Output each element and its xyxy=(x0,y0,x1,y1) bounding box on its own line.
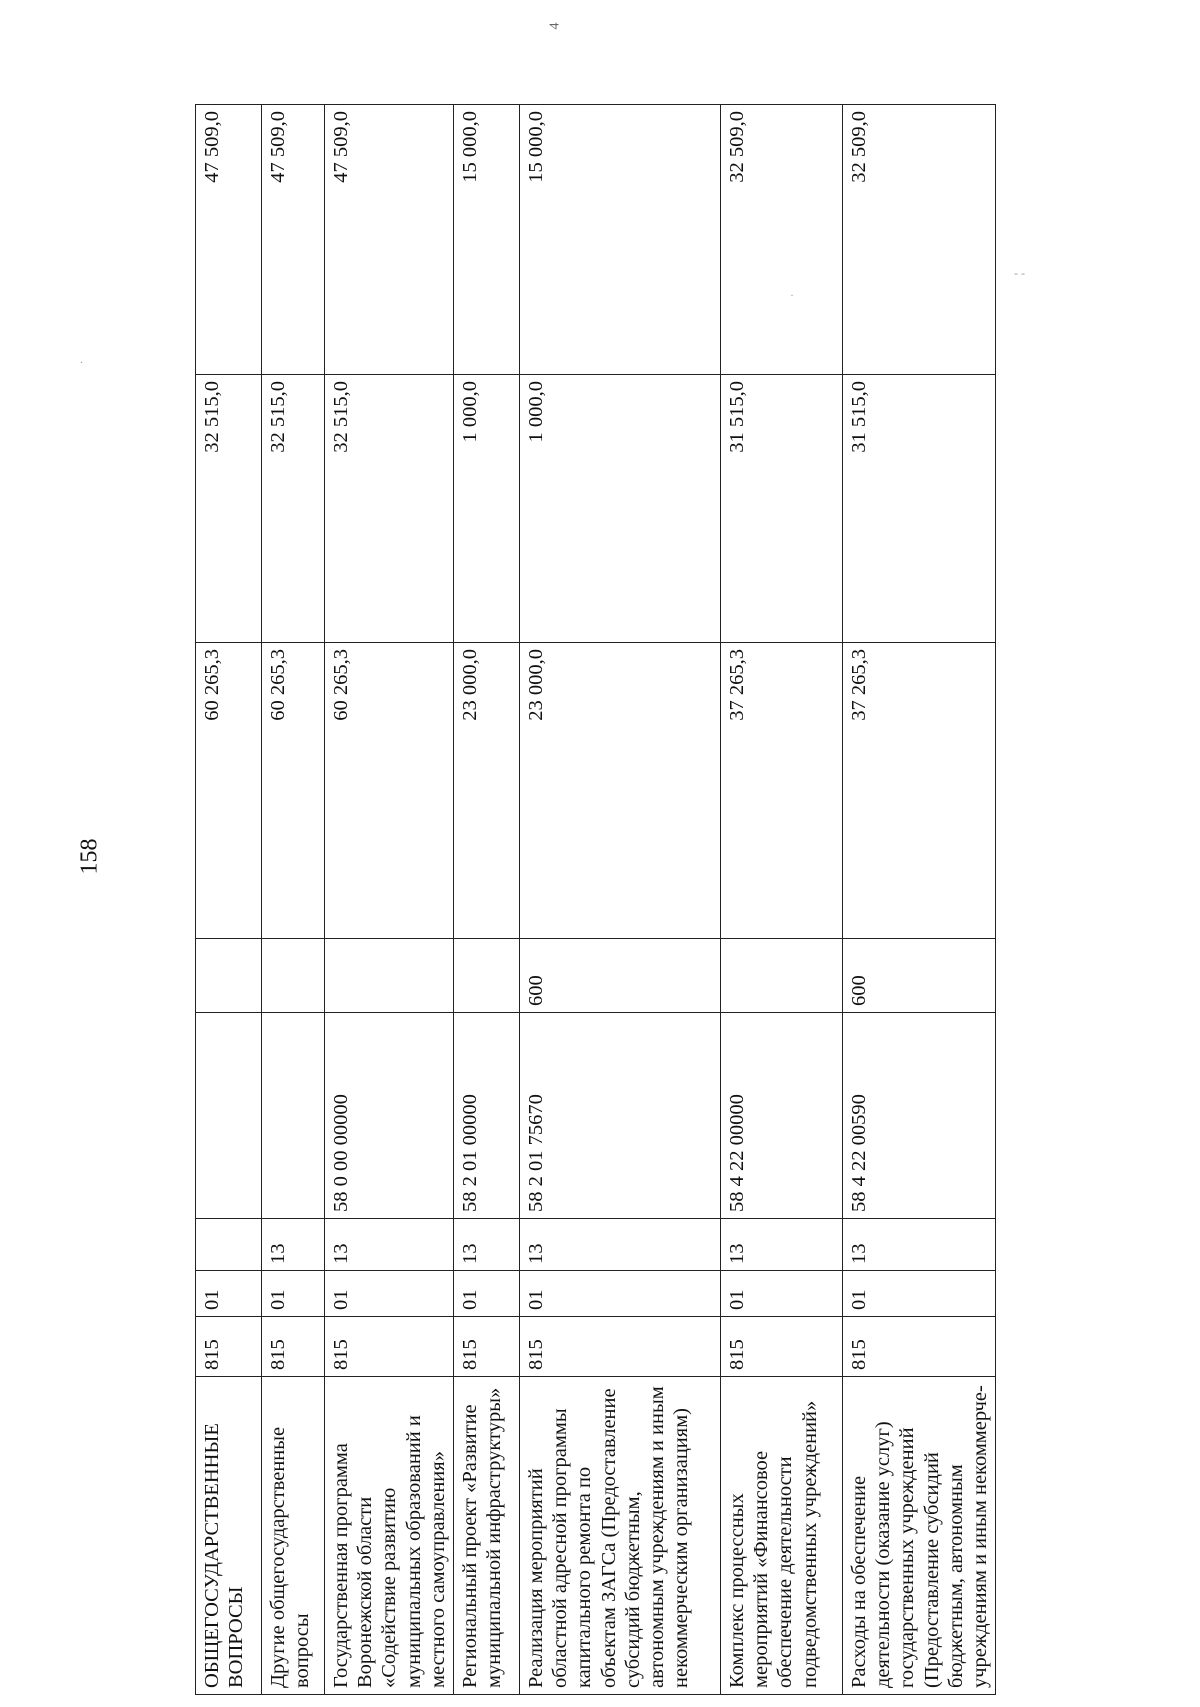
ministry-code-cell: 815 xyxy=(196,1317,262,1377)
target-article-cell: 58 4 22 00590 xyxy=(842,1013,995,1219)
subsection-code-cell: 13 xyxy=(325,1219,454,1271)
subsection-code-cell xyxy=(196,1219,262,1271)
expense-type-cell xyxy=(325,939,454,1013)
amount-year-3-cell: 47 509,0 xyxy=(196,105,262,375)
corner-mark: 4 xyxy=(547,22,563,30)
table-row xyxy=(519,105,720,1695)
ministry-code-cell: 815 xyxy=(262,1317,325,1377)
amount-year-1-cell: 23 000,0 xyxy=(519,643,720,939)
target-article-cell: 58 2 01 75670 xyxy=(519,1013,720,1219)
scan-speck: · xyxy=(790,288,794,302)
subsection-code-cell: 13 xyxy=(453,1219,519,1271)
amount-year-1-cell: 60 265,3 xyxy=(262,643,325,939)
subsection-code-cell: 13 xyxy=(262,1219,325,1271)
table-row xyxy=(325,105,454,1695)
section-code-cell: 01 xyxy=(519,1271,720,1317)
ministry-code-cell: 815 xyxy=(325,1317,454,1377)
row-name-cell: Региональный проект «Развитие муниципальной инфраструктуры» xyxy=(453,1377,519,1695)
section-code-cell: 01 xyxy=(842,1271,995,1317)
amount-year-2-cell: 31 515,0 xyxy=(720,375,842,643)
section-code-cell: 01 xyxy=(453,1271,519,1317)
scan-speck: . xyxy=(80,352,83,366)
amount-year-1-cell: 23 000,0 xyxy=(453,643,519,939)
expense-type-cell xyxy=(453,939,519,1013)
amount-year-2-cell: 32 515,0 xyxy=(196,375,262,643)
table-row xyxy=(196,105,262,1695)
subsection-code-cell: 13 xyxy=(842,1219,995,1271)
table-row xyxy=(262,105,325,1695)
amount-year-3-cell: 15 000,0 xyxy=(453,105,519,375)
table-row xyxy=(842,105,995,1695)
expense-type-cell xyxy=(262,939,325,1013)
table-body xyxy=(196,105,996,1695)
scan-speck: - - xyxy=(1014,266,1025,280)
amount-year-1-cell: 60 265,3 xyxy=(196,643,262,939)
rotated-table-stage xyxy=(195,105,1095,1695)
amount-year-2-cell: 1 000,0 xyxy=(453,375,519,643)
section-code-cell: 01 xyxy=(325,1271,454,1317)
row-name-cell: Государственная программа Воронежской области «Содействие развитию муниципальных образований и местного самоуправления» xyxy=(325,1377,454,1695)
section-code-cell: 01 xyxy=(262,1271,325,1317)
page-number: 158 xyxy=(76,838,103,875)
table-row xyxy=(453,105,519,1695)
amount-year-2-cell: 32 515,0 xyxy=(262,375,325,643)
amount-year-1-cell: 60 265,3 xyxy=(325,643,454,939)
amount-year-2-cell: 31 515,0 xyxy=(842,375,995,643)
target-article-cell: 58 4 22 00000 xyxy=(720,1013,842,1219)
row-name-cell: Расходы на обеспечение деятельности (оказание услуг) государственных учреждений (Предоставление субсидий бюджетным, автономным учреждениям и иным некоммерче- xyxy=(842,1377,995,1695)
target-article-cell xyxy=(262,1013,325,1219)
ministry-code-cell: 815 xyxy=(453,1317,519,1377)
subsection-code-cell: 13 xyxy=(720,1219,842,1271)
expense-type-cell: 600 xyxy=(519,939,720,1013)
section-code-cell: 01 xyxy=(720,1271,842,1317)
amount-year-1-cell: 37 265,3 xyxy=(720,643,842,939)
row-name-cell: Реализация мероприятий областной адресной программы капитального ремонта по объектам ЗАГСа (Предоставление субсидий бюджетным, автономным учреждениям и иным некоммерческим организациям) xyxy=(519,1377,720,1695)
row-name-cell: Комплекс процессных мероприятий «Финансовое обеспечение деятельности подведомственных учреждений» xyxy=(720,1377,842,1695)
row-name-cell: ОБЩЕГОСУДАРСТВЕННЫЕ ВОПРОСЫ xyxy=(196,1377,262,1695)
amount-year-2-cell: 1 000,0 xyxy=(519,375,720,643)
amount-year-3-cell: 47 509,0 xyxy=(262,105,325,375)
subsection-code-cell: 13 xyxy=(519,1219,720,1271)
target-article-cell: 58 0 00 00000 xyxy=(325,1013,454,1219)
target-article-cell xyxy=(196,1013,262,1219)
amount-year-3-cell: 32 509,0 xyxy=(842,105,995,375)
amount-year-2-cell: 32 515,0 xyxy=(325,375,454,643)
section-code-cell: 01 xyxy=(196,1271,262,1317)
budget-table xyxy=(195,104,996,1695)
amount-year-1-cell: 37 265,3 xyxy=(842,643,995,939)
expense-type-cell xyxy=(720,939,842,1013)
ministry-code-cell: 815 xyxy=(519,1317,720,1377)
amount-year-3-cell: 47 509,0 xyxy=(325,105,454,375)
target-article-cell: 58 2 01 00000 xyxy=(453,1013,519,1219)
ministry-code-cell: 815 xyxy=(720,1317,842,1377)
ministry-code-cell: 815 xyxy=(842,1317,995,1377)
row-name-cell: Другие общегосударственные вопросы xyxy=(262,1377,325,1695)
amount-year-3-cell: 32 509,0 xyxy=(720,105,842,375)
expense-type-cell xyxy=(196,939,262,1013)
table-row xyxy=(720,105,842,1695)
amount-year-3-cell: 15 000,0 xyxy=(519,105,720,375)
expense-type-cell: 600 xyxy=(842,939,995,1013)
